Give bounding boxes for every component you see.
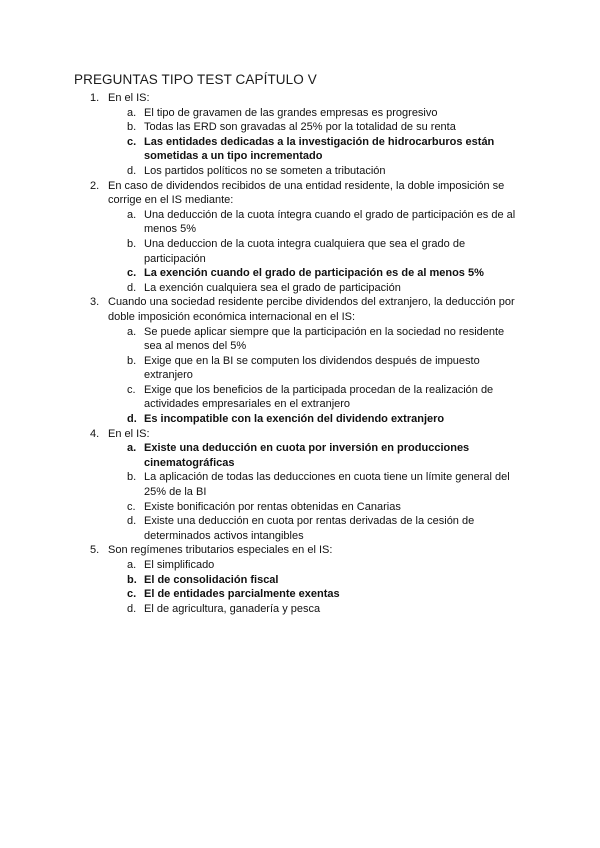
option-text: Se puede aplicar siempre que la participación en la sociedad no residente sea al menos del 5% (144, 325, 505, 353)
question-number: 2. (90, 179, 100, 192)
option-letter: d. (127, 281, 137, 294)
option-letter: c. (127, 588, 137, 601)
question-text: Son regímenes tributarios especiales en el IS: (108, 544, 333, 557)
option-letter: c. (127, 383, 136, 396)
option-text: Una deduccion de la cuota integra cualquiera que sea el grado de participación (144, 237, 466, 265)
answer-option (0, 602, 600, 617)
question (0, 543, 600, 616)
option-letter: b. (127, 121, 137, 134)
answer-option (0, 325, 600, 354)
answer-option-correct (0, 412, 600, 427)
answer-option (0, 383, 600, 412)
question (0, 295, 600, 426)
option-text: Una deducción de la cuota íntegra cuando el grado de participación es de al menos 5% (144, 208, 516, 236)
option-text: El de entidades parcialmente exentas (144, 588, 340, 601)
option-text: La aplicación de todas las deducciones en cuota tiene un límite general del 25% de la BI (144, 471, 510, 499)
option-text: El de agricultura, ganadería y pesca (144, 602, 321, 615)
question (0, 179, 600, 296)
option-letter: c. (127, 135, 137, 148)
question-text: Cuando una sociedad residente percibe dividendos del extranjero, la deducción por doble imposición económica internacional en el IS: (108, 296, 515, 323)
question-text: En el IS: (108, 427, 150, 440)
option-letter: c. (127, 267, 137, 280)
question-text: En el IS: (108, 92, 150, 104)
answer-option-correct (0, 441, 600, 470)
question-number: 4. (90, 427, 100, 440)
answer-option (0, 558, 600, 573)
question-number: 1. (90, 92, 100, 104)
answer-option (0, 500, 600, 515)
option-text: Exige que los beneficios de la participada procedan de la realización de actividades empresariales en el extranjero (144, 383, 494, 411)
option-text: El de consolidación fiscal (144, 573, 279, 586)
option-letter: a. (127, 106, 137, 119)
answer-option (0, 106, 600, 121)
option-letter: d. (127, 602, 137, 615)
option-text: El simplificado (144, 559, 215, 571)
option-letter: b. (127, 471, 137, 484)
option-text: La exención cuando el grado de participación es de al menos 5% (144, 267, 484, 280)
option-text: Existe una deducción en cuota por inversión en producciones cinematográficas (144, 442, 470, 469)
option-text: Todas las ERD son gravadas al 25% por la totalidad de su renta (144, 121, 456, 134)
option-letter: d. (127, 164, 137, 177)
option-text: El tipo de gravamen de las grandes empresas es progresivo (144, 106, 438, 119)
option-text: Las entidades dedicadas a la investigación de hidrocarburos están sometidas a un tipo incrementado (144, 135, 495, 163)
answer-option-correct (0, 266, 600, 281)
answer-option (0, 354, 600, 383)
answer-option (0, 120, 600, 135)
question-text: En caso de dividendos recibidos de una entidad residente, la doble imposición se corrige en el IS mediante: (108, 179, 505, 207)
option-text: Es incompatible con la exención del dividendo extranjero (144, 413, 445, 426)
answer-option (0, 208, 600, 237)
option-letter: a. (127, 559, 137, 571)
question-list (0, 91, 600, 616)
answer-option (0, 164, 600, 179)
question-number: 5. (90, 544, 100, 557)
answer-option-correct (0, 573, 600, 588)
answer-option (0, 470, 600, 499)
option-text: Los partidos políticos no se someten a tributación (144, 164, 386, 177)
option-text: La exención cualquiera sea el grado de participación (144, 281, 401, 294)
option-letter: b. (127, 237, 137, 250)
question (0, 427, 600, 544)
option-letter: b. (127, 354, 137, 367)
option-text: Exige que en la BI se computen los dividendos después de impuesto extranjero (144, 354, 480, 382)
option-text: Existe una deducción en cuota por rentas derivadas de la cesión de determinados activos intangibles (144, 515, 475, 542)
question-number: 3. (90, 296, 100, 309)
question (0, 91, 600, 179)
option-letter: a. (127, 325, 137, 338)
answer-option (0, 281, 600, 296)
answer-option (0, 237, 600, 266)
answer-option-correct (0, 587, 600, 602)
answer-option-correct (0, 135, 600, 164)
option-letter: d. (127, 515, 137, 528)
page-title: PREGUNTAS TIPO TEST CAPÍTULO V (74, 72, 317, 87)
option-letter: a. (127, 442, 137, 455)
option-letter: a. (127, 208, 137, 221)
option-text: Existe bonificación por rentas obtenidas en Canarias (144, 500, 401, 513)
option-letter: c. (127, 500, 136, 513)
option-letter: b. (127, 573, 137, 586)
option-letter: d. (127, 413, 137, 426)
answer-option (0, 514, 600, 543)
